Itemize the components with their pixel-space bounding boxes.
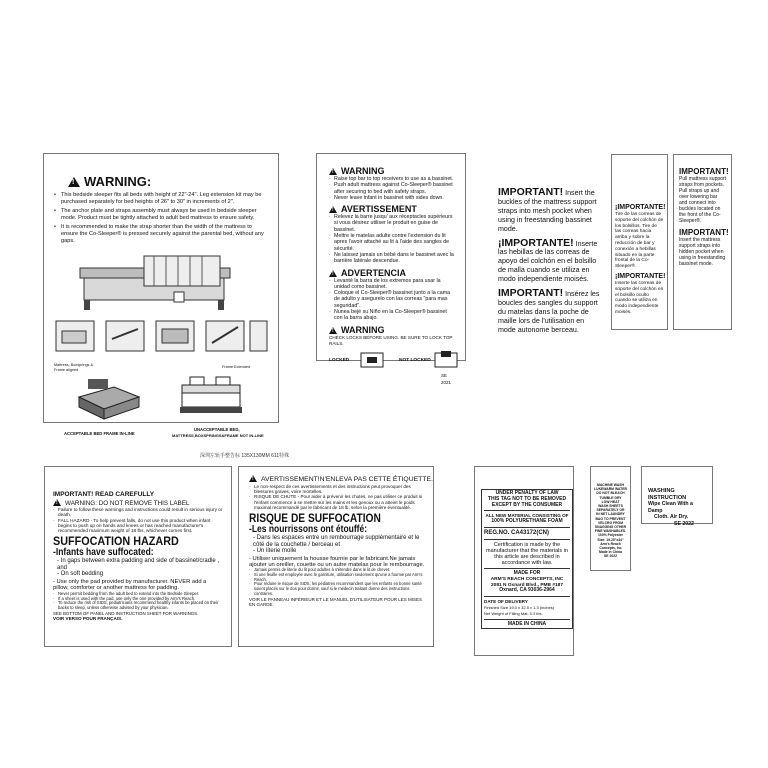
warning-fr-line: · Relevez la barre jusqu' aux réceptacles supérieurs si vous désirez utiliser le produit en guise de bassinet. (329, 214, 455, 233)
important-heading: IMPORTANT! (679, 167, 729, 176)
warning-es-line: · Levanté la barra de los extremos para usar la unidad como bassinet. (329, 278, 455, 291)
warning-bullet: • The anchor plate and straps assembly must always be used in bedside sleeper mode. Product must be tightly attached to adult bed mattress to ensure safety. (54, 208, 268, 222)
law-line: THIS TAG NOT TO BE REMOVED (487, 495, 567, 502)
importante-heading: ¡IMPORTANTE! (615, 204, 666, 211)
material-line: 100% POLYURETHANE FOAM (491, 518, 563, 525)
suffocation-heading: SUFFOCATION HAZARD (53, 534, 179, 549)
warning-es-line: · Coloque el Co-Sleeper® bassinet junto a la cama de adulto y asegurelo con las correas "para mas seguridad". (329, 290, 455, 309)
washing-instruction-label (641, 466, 713, 527)
acceptable-bed-icon (74, 375, 144, 425)
warning-label-main (43, 153, 279, 438)
hazard-item: - On soft bedding (57, 571, 104, 578)
washing-date: SE 2022 (674, 520, 694, 527)
important-label-mesh-pocket (498, 188, 602, 335)
importante-label-spanish (611, 154, 668, 330)
date-of-delivery: DATE OF DELIVERY (484, 599, 528, 605)
caption-extended: Frame Extended (222, 365, 251, 369)
reg-number: REG.NO. CA43172(CN) (484, 529, 550, 536)
small-warning-line-fr: · Jamais permis de literie du lit pour adultes à s'étendre dans le lit de chevet. (249, 568, 425, 573)
wash-line: DO NOT BLEACH (596, 491, 625, 496)
hazard-item-fr: - Un literie molle (253, 548, 297, 555)
important-text-2: Insert the mattress support straps into hidden pocket when using in freestanding bassinet mode. (679, 237, 726, 267)
wash-line: FINE WASHABLES. (594, 529, 627, 534)
certification-text: Certification is made by the manufacturer that the materials in this article are described in accordance with law. (486, 541, 568, 566)
warning-bullets (54, 192, 268, 245)
washing-line: Cloth. Air Dry. (654, 514, 689, 520)
wash-line: LOW HEAT (601, 499, 620, 504)
use-housse-warning: - Utiliser uniquement la housse fournie par le fabricant.Ne jamais ajouter un oreiller, couette ou un autre matelas pour le rembourrage. (249, 555, 425, 568)
warning-fr-line: · Ne laissez jamais un bébé dans le bassinet avec la barrière latérale descendue. (329, 252, 455, 265)
important-fr-heading: IMPORTANT! (498, 287, 564, 300)
infants-suffocated-heading: -Infants have suffocated: (53, 547, 154, 559)
wash-line: Made in China (599, 550, 622, 555)
voir-verso-text: VOIR VERSO POUR FRANÇAIS. (53, 616, 123, 622)
importante-heading: ¡IMPORTANTE! (498, 236, 574, 249)
wash-line: TUMBLE DRY (599, 495, 622, 500)
wash-line: IN NET LAUNDRY (596, 512, 625, 517)
avertissement-heading: AVERTISSEMENT!N'ENLEVA PAS CETTE ÉTIQUETTE. (261, 476, 433, 483)
wash-line: VELCRO FROM (597, 520, 624, 525)
important-en-text: Insert the buckles of the mattress support straps into mesh pocket when using in freestanding bassinet mode. (498, 189, 597, 233)
important-heading: IMPORTANT! (498, 186, 564, 198)
unacceptable-caption-2: MATTRESS,BOXSPRINGS&FRAME NOT IN-LINE (172, 433, 264, 438)
do-not-remove-heading: WARNING: DO NOT REMOVE THIS LABEL (65, 499, 190, 507)
important-text-1: Pull mattress support straps from pockets. Pull straps up and over lowering bar and connect into buckles located on the front of the Co-Sleeper®. (679, 176, 726, 224)
company-name: ARM'S REACH CONCEPTS, INC (490, 576, 564, 582)
washing-title: WASHING INSTRUCTION (648, 488, 687, 501)
warning-label-trilingual (316, 153, 466, 385)
locked-icon (359, 349, 385, 371)
small-warning-line: · If a sheet is used with the pad, use only the one provided by Arm's Reach. (53, 597, 223, 602)
law-tag-label (474, 466, 574, 656)
warning-es-heading: ADVERTENCIA (341, 267, 407, 278)
warning-en-line: · Never leave infant in bassinet with sides down. (329, 195, 455, 201)
small-warning-line: · Never permit bedding from the adult bed to extend into the Bedside Sleeper. (53, 592, 223, 597)
not-locked-label: NOT LOCKED (399, 358, 431, 364)
small-warning-line: · To reduce the risk of SIDS, pediatricians recommend healthy infants be placed on their backs to sleep, unless otherwise advised by your physician. (53, 601, 223, 611)
pre-warning-line-fr: · RISQUE DE CHUTE - Pour aider à prévenir les chutes, ne pas utiliser ce produit si l'enfant commence à se mettre sur les mains et les genoux ou a atteint le poids maximal recommandé par le fabricant de 18 lb, selon la première éventualité. (249, 494, 425, 510)
important-label-english (673, 154, 732, 330)
warning-en-heading: WARNING (341, 166, 385, 176)
warning-en-line: · Raise top bar to top receivers to use as a bassinet. (329, 176, 455, 182)
wash-line: SEPARATELY OR (596, 508, 625, 513)
size-note: 深圳左轨手整告标 135X130MM 611特殊 (200, 453, 290, 459)
wash-line: BAG TO PREVENT (595, 516, 626, 521)
warning-bullet: • This bedside sleeper fits all beds with height of 22"-24". Leg extension kit may be purchased separately for bed heights of 26" to 30" in increments of 2". (54, 192, 268, 206)
important-heading: IMPORTANT! (679, 228, 729, 237)
pre-warning-line: · Failure to follow these warnings and instructions could result in serious injury or death. (53, 507, 223, 518)
warning-triangle-icon (53, 499, 61, 506)
warning-triangle-icon (329, 206, 337, 213)
warning-triangle-icon (68, 177, 80, 187)
hazard-item-fr: - Dans les espaces entre un rembourrage supplémentaire et le côté de la couchette / berceau et (253, 535, 420, 548)
wash-line: LUKEWARM WATER (594, 487, 627, 492)
importante-text-1: Tire de las correas de soporte del colchón de los bolsillos. Tire de las correas hacia arriba y sobre la reducción de bar y conexión a hebillas situado en la parte frontal de la Co-Sleeper®. (615, 212, 664, 270)
address-line: Oxnard, CA 93036-2964 (499, 587, 555, 594)
warning-fr-heading: AVERTISSEMENT (341, 204, 417, 215)
wash-line: 100% Polyester (598, 533, 623, 538)
suffocation-hazard-label-fr (238, 466, 434, 647)
washing-line: Wipe Clean With a Damp (648, 501, 693, 514)
warning-es-line: · Nunea bejé su Niño en la Co-Sleeper® bassinet con la barra abajo. (329, 309, 455, 322)
machine-wash-label (590, 466, 631, 571)
suffocation-hazard-label-en (44, 466, 232, 647)
warning-heading: !WARNING: (68, 174, 268, 189)
assembly-steps-illustration (54, 319, 269, 357)
use-pad-warning: - Use only the pad provided by manufacturer. NEVER add a pillow, comforter or another mattress for padding. (53, 578, 207, 592)
hazard-item: - In gaps between extra padding and side of bassinet/cradle , and (57, 558, 220, 571)
pre-warning-line: · FALL HAZARD - To help prevent falls, do not use this product when infant begins to push up on hands and knees or has reached manufacturer's recommended maximum weight of 18 lbs, whichever comes first. (53, 518, 223, 534)
finished-size: Finished Size 19.0 x 32.5 x 1.3 (inches) (484, 604, 555, 610)
risque-heading: RISQUE DE SUFFOCATION (249, 511, 381, 526)
small-warning-line-fr: · Si une feuille est employée avec le garniture, utilisation seulement qu'une a fournie par Arm's Reach. (249, 573, 425, 582)
unacceptable-bed-icon (176, 373, 246, 423)
warning-triangle-icon (329, 270, 337, 277)
important-fr-text: Insérez les boucles des sangles du support du matelas dans la poche de maille lors de l'utilisation en mode autonome berceau. (498, 290, 600, 334)
importante-heading: ¡IMPORTANTE! (615, 272, 666, 280)
made-for-label: MADE FOR (513, 569, 541, 576)
warning-last-heading: WARNING (341, 324, 385, 335)
material-line: ALL NEW MATERIAL CONSISTING OF (485, 513, 569, 519)
wash-line: Size: 19.25"x34" (597, 537, 624, 542)
small-warning-line-fr: · Pour réduire le risque de SIDS, les pédiatres recommandent que les enfants en bonne santé soient placés sur le dos pour dormir, sauf si le médecin traitant donne des instructions contraires. (249, 582, 425, 596)
warning-triangle-icon (329, 327, 337, 334)
important-es-text: Inserte las hebillas de las correas de apoyo del colchón en el bolsillo de malla cuando se utiliza en modo independiente moisés. (498, 239, 598, 284)
law-tag-frame (481, 489, 573, 629)
check-locks-text: CHECK LOCKS BEFORE USING. BE SURE TO LOCK TOP RAILS. (329, 334, 453, 346)
net-weight: Net Weight of Filling Mat: 0.3 lbs. (484, 610, 543, 616)
not-locked-icon (433, 349, 459, 371)
wash-line: Arm's Reach Concepts, Inc (599, 541, 622, 551)
warning-triangle-icon (249, 475, 257, 482)
pre-warning-line-fr: · Le non-respect de ces avertissements et des instructions peut provoquer des blessures graves, voire mortelles. (249, 484, 425, 494)
voir-panneau-text: VOIR LE PANNEAU INFÉRIEUR ET LE MANUEL D'UTILISATEUR POUR LES MISES EN GARDE. (249, 596, 422, 607)
warning-triangle-icon (329, 168, 337, 175)
wash-line: SNAGGING OTHER (594, 525, 627, 530)
bed-attach-illustration (54, 248, 264, 316)
read-carefully-heading: IMPORTANT! READ CAREFULLY (53, 491, 155, 498)
address-line: 2081 N Oxnard Blvd., PMB #187 (491, 582, 563, 588)
caption-aligned: Mattress, Boxsprings & Frame aligned (54, 363, 94, 372)
wash-line: WASH SHEETS (598, 504, 623, 509)
acceptable-caption: ACCEPTABLE BED FRAME IN-LINE (64, 431, 135, 436)
warning-en-line: · Push adult mattress against Co-Sleeper® bassinet after securing to bed with safety straps. (329, 182, 455, 195)
importante-text-2: Inserte las correas de soporte del colchón en el bolsillo oculto cuando se utiliza en modo independiente moisés. (615, 280, 664, 315)
unacceptable-caption-1: UNACCEPTABLE BED, (194, 427, 240, 432)
made-in-label: MADE IN CHINA (507, 620, 547, 627)
wash-line: SE 2022 (603, 554, 617, 559)
warning-fr-line: · Mettre le matelas adulte contre l'extension du lit apres l'avoir attaché au lit à l'aide des sangles de sécurité. (329, 233, 455, 252)
law-line: EXCEPT BY THE CONSUMER (491, 501, 563, 508)
locked-label: LOCKED (329, 358, 350, 364)
nourrissons-heading: -Les nourrissons ont étouffé: (249, 524, 368, 536)
wash-line: MACHINE WASH (597, 483, 624, 487)
law-line: UNDER PENALTY OF LAW (495, 490, 559, 496)
date-code: SE 2021 (441, 373, 452, 385)
warning-bullet: • It is recommended to make the strap shorter than the width of the mattress to ensure the Co-Sleeper® is pressed securely against the parental bed, without any gaps. (54, 224, 268, 245)
see-bottom-text: SEE BOTTOM OF PANEL AND INSTRUCTION SHEET FOR WARNINGS. (53, 610, 199, 616)
